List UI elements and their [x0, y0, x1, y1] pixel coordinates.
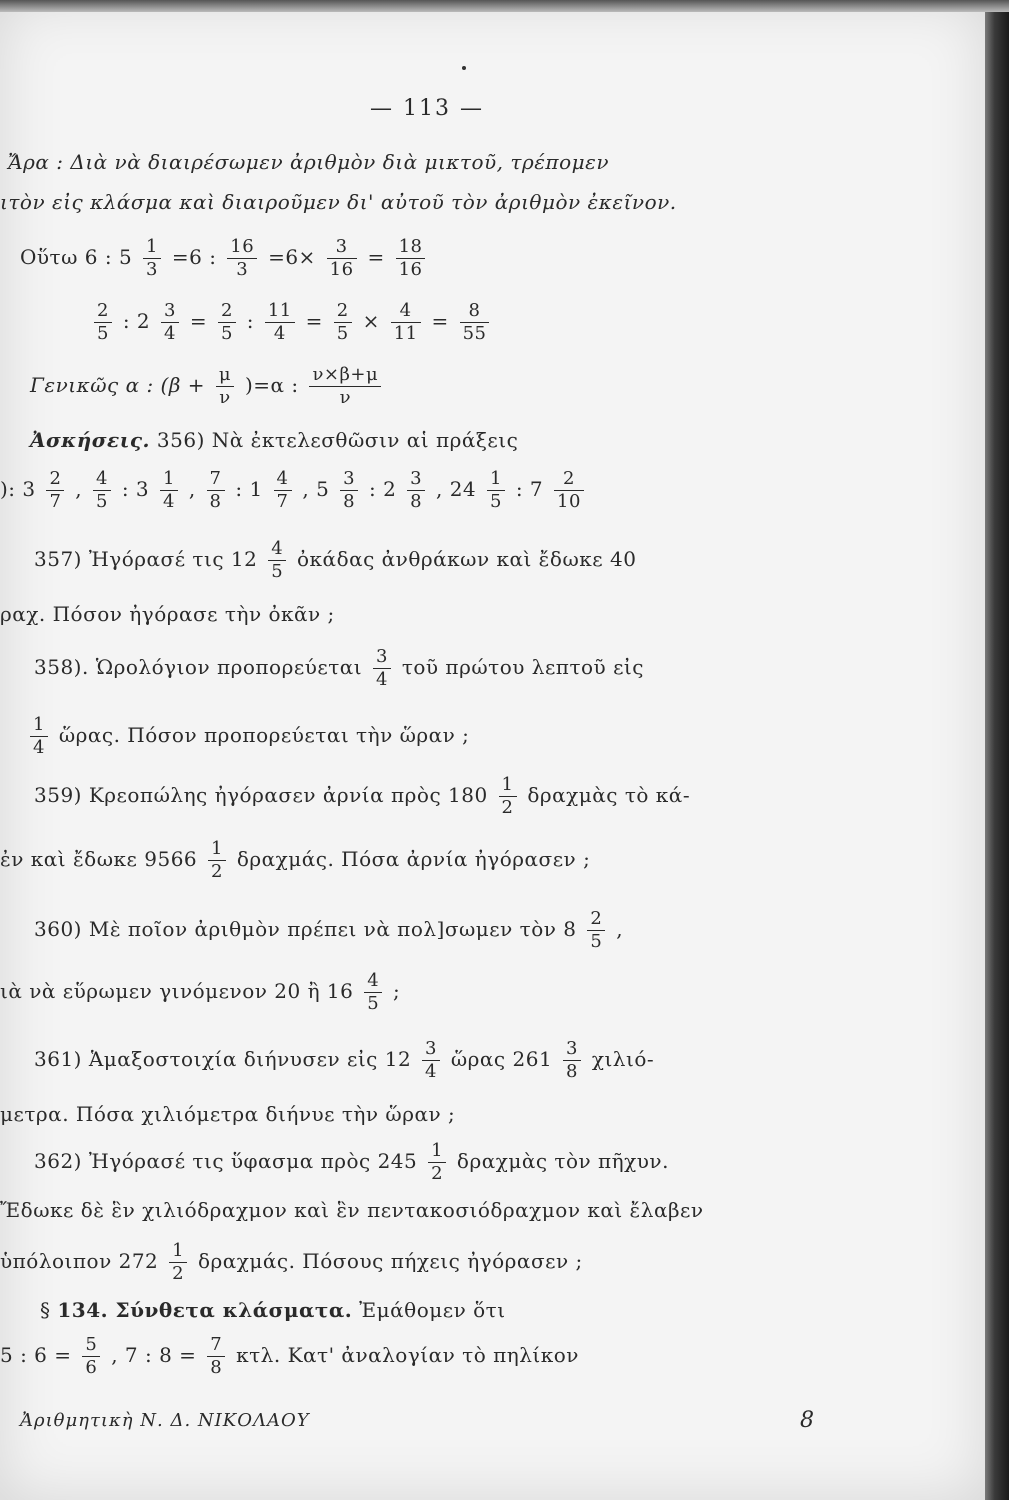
numerator: 8: [460, 302, 490, 323]
denominator: ν: [339, 387, 352, 408]
denominator: 8: [566, 1061, 578, 1082]
text-segment: =: [431, 309, 449, 333]
numerator: 3: [422, 1040, 440, 1061]
denominator: 11: [393, 323, 418, 344]
math-line: [26, 716, 469, 757]
text-segment: 5 : 6 =: [0, 1343, 72, 1367]
page-top-edge: [0, 0, 1009, 12]
fraction: [274, 470, 292, 511]
ink-dot: [462, 66, 466, 70]
fraction: [207, 470, 225, 511]
numerator: 3: [373, 648, 391, 669]
denominator: 5: [96, 491, 108, 512]
denominator: 16: [329, 259, 354, 280]
numerator: 18: [396, 238, 426, 259]
text-segment: Οὕτω 6 : 5: [20, 245, 133, 269]
numerator: 1: [143, 238, 161, 259]
math-line: [90, 302, 493, 343]
denominator: 4: [33, 737, 45, 758]
text-segment: ὥρας 261: [450, 1047, 553, 1071]
numerator: 7: [207, 1336, 225, 1357]
fraction: [268, 540, 286, 581]
text-segment: ,: [188, 477, 196, 501]
fraction: [94, 302, 112, 343]
math-line: [34, 540, 636, 581]
fraction: [587, 910, 605, 951]
numerator: 3: [327, 238, 357, 259]
text-segment: δραχμὰς τὸ κά-: [527, 783, 691, 807]
fraction: [373, 648, 391, 689]
denominator: 8: [210, 1357, 223, 1378]
text-line: Ἄρα : Διὰ νὰ διαιρέσωμεν ἀριθμὸν διὰ μικτοῦ, τρέπομεν: [8, 150, 610, 174]
fraction: [422, 1040, 440, 1081]
text-segment: =6×: [268, 245, 316, 269]
section-heading-line: [40, 1298, 506, 1322]
text-segment: 358). Ὡρολόγιον προπορεύεται: [34, 655, 363, 679]
fraction: [327, 238, 357, 279]
denominator: 55: [462, 323, 487, 344]
fraction: [396, 238, 426, 279]
denominator: 5: [271, 561, 284, 582]
denominator: 3: [236, 259, 249, 280]
text-segment: τοῦ πρώτου λεπτοῦ εἰς: [401, 655, 644, 679]
text-segment: ὀκάδας ἀνθράκων καὶ ἔδωκε 40: [297, 547, 637, 571]
numerator: 3: [161, 302, 179, 323]
text-segment: , 7 : 8 =: [111, 1343, 197, 1367]
numerator: 2: [334, 302, 352, 323]
denominator: 2: [211, 861, 223, 882]
numerator: 2: [587, 910, 605, 931]
fraction: [460, 302, 490, 343]
numerator: 1: [428, 1142, 446, 1163]
fraction: [391, 302, 421, 343]
text-line: ραχ. Πόσον ἠγόρασε τὴν ὀκᾶν ;: [0, 602, 335, 626]
fraction: [161, 302, 179, 343]
math-line: [0, 1242, 583, 1283]
fraction: [30, 716, 48, 757]
math-line: [0, 840, 590, 881]
section-heading: 134. Σύνθετα κλάσματα.: [57, 1298, 353, 1322]
math-line: [30, 366, 385, 407]
text-segment: δραχμάς. Πόσους πήχεις ἠγόρασεν ;: [197, 1249, 583, 1273]
text-segment: : 7: [515, 477, 544, 501]
text-line: [30, 428, 518, 452]
text-line: μετρα. Πόσα χιλιόμετρα διήνυε τὴν ὥραν ;: [0, 1102, 456, 1126]
denominator: 5: [367, 993, 380, 1014]
text-segment: )=α :: [244, 373, 299, 397]
text-segment: , 24: [435, 477, 477, 501]
denominator: 8: [410, 491, 423, 512]
text-segment: ἐν καὶ ἔδωκε 9566: [0, 847, 198, 871]
numerator: 1: [499, 776, 517, 797]
text-segment: :: [246, 309, 254, 333]
text-segment: ): 3: [0, 477, 36, 501]
numerator: 4: [391, 302, 421, 323]
text-segment: δραχμὰς τὸν πῆχυν.: [456, 1149, 669, 1173]
numerator: 5: [82, 1336, 100, 1357]
numerator: 3: [340, 470, 358, 491]
numerator: 1: [160, 470, 178, 491]
numerator: 3: [563, 1040, 581, 1061]
fraction: [309, 366, 381, 407]
denominator: 7: [276, 491, 289, 512]
numerator: 1: [30, 716, 48, 737]
denominator: 4: [273, 323, 286, 344]
math-line: [20, 238, 429, 279]
numerator: μ: [216, 366, 234, 387]
fraction: [428, 1142, 446, 1183]
math-line: [34, 1142, 669, 1183]
numerator: 1: [487, 470, 505, 491]
denominator: 8: [343, 491, 356, 512]
math-line: [34, 776, 690, 817]
text-segment: ιὰ νὰ εὕρωμεν γινόμενον 20 ἢ 16: [0, 979, 354, 1003]
denominator: 8: [209, 491, 222, 512]
fraction: [93, 470, 111, 511]
text-segment: 362) Ἠγόρασέ τις ὕφασμα πρὸς 245: [34, 1149, 418, 1173]
page-number: — 113 —: [370, 96, 484, 121]
denominator: 5: [590, 931, 603, 952]
fraction: [499, 776, 517, 817]
math-line: [34, 1040, 654, 1081]
text-segment: δραχμάς. Πόσα ἀρνία ἠγόρασεν ;: [236, 847, 591, 871]
denominator: ν: [219, 387, 231, 408]
text-segment: ;: [393, 979, 401, 1003]
text-segment: =6 :: [171, 245, 217, 269]
denominator: 10: [557, 491, 581, 512]
numerator: 2: [46, 470, 64, 491]
text-segment: : 2: [122, 309, 151, 333]
fraction: [364, 972, 382, 1013]
math-line: [0, 470, 588, 511]
fraction: [216, 366, 234, 407]
fraction: [208, 840, 226, 881]
numerator: 2: [218, 302, 236, 323]
fraction: [143, 238, 161, 279]
fraction: [554, 470, 584, 511]
fraction: [82, 1336, 100, 1377]
fraction: [46, 470, 64, 511]
text-segment: : 3: [121, 477, 150, 501]
fraction: [265, 302, 295, 343]
denominator: 16: [398, 259, 423, 280]
exercises-heading: Ἀσκήσεις.: [30, 428, 151, 452]
text-segment: ὑπόλοιπον 272: [0, 1249, 159, 1273]
fraction: [487, 470, 505, 511]
text-segment: Γενικῶς α : (β +: [30, 373, 206, 397]
numerator: ν×β+μ: [309, 366, 381, 387]
fraction: [160, 470, 178, 511]
text-segment: 360) Μὲ ποῖον ἀριθμὸν πρέπει νὰ πολ]σωμεν τὸν 8: [34, 917, 577, 941]
denominator: 2: [172, 1263, 185, 1284]
text-segment: κτλ. Κατ' ἀναλογίαν τὸ πηλίκον: [236, 1343, 579, 1367]
numerator: 7: [207, 470, 225, 491]
denominator: 4: [163, 491, 175, 512]
math-line: [0, 1336, 579, 1377]
text-segment: : 1: [235, 477, 263, 501]
text-line: Ἔδωκε δὲ ἓν χιλιόδραχμον καὶ ἓν πεντακοσιόδραχμον καὶ ἔλαβεν: [0, 1198, 704, 1222]
denominator: 2: [501, 797, 514, 818]
fraction: [334, 302, 352, 343]
section-sign: §: [40, 1298, 51, 1322]
fraction: [218, 302, 236, 343]
denominator: 5: [336, 323, 349, 344]
numerator: 4: [274, 470, 292, 491]
numerator: 4: [268, 540, 286, 561]
numerator: 4: [93, 470, 111, 491]
denominator: 6: [85, 1357, 98, 1378]
text-segment: =: [305, 309, 323, 333]
numerator: 3: [407, 470, 425, 491]
denominator: 5: [220, 323, 233, 344]
text-segment: ×: [362, 309, 380, 333]
text-line: ιτὸν εἰς κλάσμα καὶ διαιροῦμεν δι' αὐτοῦ τὸν ἀριθμὸν ἐκεῖνον.: [0, 190, 677, 214]
text-segment: Ἐμάθομεν ὅτι: [359, 1298, 506, 1322]
math-line: [34, 910, 623, 951]
signature-mark: 8: [800, 1408, 814, 1433]
numerator: 2: [554, 470, 584, 491]
denominator: 4: [425, 1061, 437, 1082]
fraction: [407, 470, 425, 511]
page-binding-edge: [985, 0, 1009, 1500]
numerator: 11: [265, 302, 295, 323]
text-segment: =: [189, 309, 208, 333]
text-segment: =: [367, 245, 385, 269]
text-segment: , 5: [302, 477, 330, 501]
numerator: 1: [208, 840, 226, 861]
numerator: 4: [364, 972, 382, 993]
denominator: 5: [490, 491, 502, 512]
text-segment: ὥρας. Πόσον προπορεύεται τὴν ὥραν ;: [58, 723, 470, 747]
numerator: 1: [169, 1242, 187, 1263]
text-segment: χιλιό-: [591, 1047, 655, 1071]
text-segment: 359) Κρεοπώλης ἠγόρασεν ἀρνία πρὸς 180: [34, 783, 488, 807]
denominator: 3: [146, 259, 158, 280]
denominator: 5: [97, 323, 109, 344]
text-segment: ,: [75, 477, 83, 501]
numerator: 2: [94, 302, 112, 323]
text-segment: 361) Ἁμαξοστοιχία διήνυσεν εἰς 12: [34, 1047, 412, 1071]
text-segment: 357) Ἠγόρασέ τις 12: [34, 547, 258, 571]
numerator: 16: [227, 238, 257, 259]
math-line: [0, 972, 400, 1013]
fraction: [563, 1040, 581, 1081]
text-segment: ,: [616, 917, 624, 941]
math-line: [34, 648, 644, 689]
fraction: [207, 1336, 225, 1377]
fraction: [169, 1242, 187, 1283]
text-segment: 356) Νὰ ἐκτελεσθῶσιν αἱ πράξεις: [156, 428, 519, 452]
denominator: 4: [164, 323, 176, 344]
denominator: 7: [49, 491, 62, 512]
denominator: 4: [376, 669, 388, 690]
text-segment: : 2: [368, 477, 397, 501]
book-title-footer: Ἀριθμητικὴ Ν. Δ. ΝΙΚΟΛΑΟΥ: [20, 1410, 310, 1431]
denominator: 2: [431, 1163, 444, 1184]
fraction: [340, 470, 358, 511]
fraction: [227, 238, 257, 279]
